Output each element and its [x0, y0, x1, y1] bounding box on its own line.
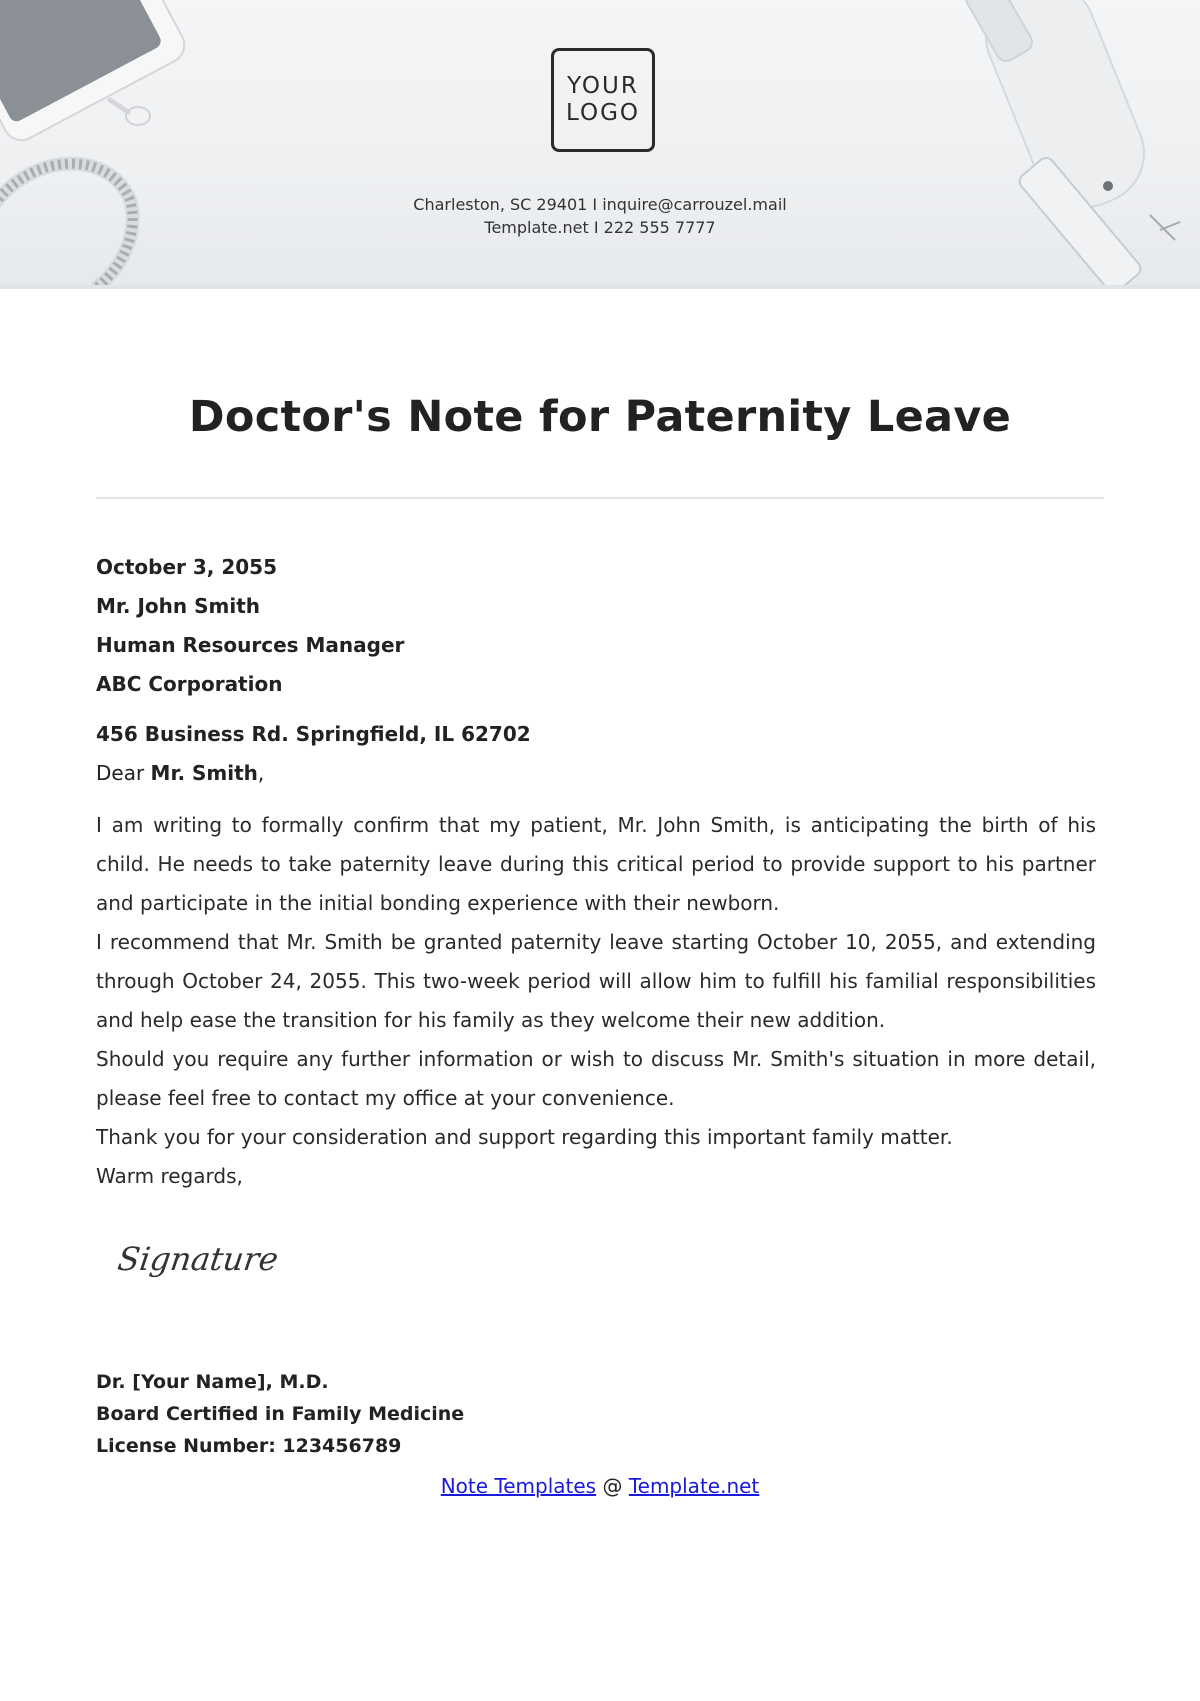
recipient-address: 456 Business Rd. Springfield, IL 62702: [96, 722, 531, 746]
footer-separator: @: [596, 1474, 629, 1498]
document-title: Doctor's Note for Paternity Leave: [188, 392, 1012, 442]
body-paragraph-2: I recommend that Mr. Smith be granted paternity leave starting October 10, 2055, and extending through October 24, 2055. This two-week period will allow him to fulfill his familial responsibilities and help ease the transition for his family as they welcome their new addition.: [96, 930, 1096, 1032]
recipient-title: Human Resources Manager: [96, 633, 405, 657]
title-divider: [96, 497, 1104, 499]
syringe-icon: [963, 0, 1180, 289]
template-net-link[interactable]: Template.net: [628, 1474, 760, 1498]
body-paragraph-1: I am writing to formally confirm that my patient, Mr. John Smith, is anticipating the birth of his child. He needs to take paternity leave during this critical period to provide support to his partner and participate in the initial bonding experience with their newborn.: [96, 813, 1096, 915]
body-paragraph-3: Should you require any further information or wish to discuss Mr. Smith's situation in more detail, please feel free to contact my office at your convenience.: [96, 1047, 1096, 1110]
salutation-prefix: Dear: [96, 761, 151, 785]
recipient-name: Mr. John Smith: [96, 594, 260, 618]
earbud-icon: [110, 100, 150, 125]
salutation: [96, 761, 1096, 785]
signer-block: [96, 1366, 464, 1462]
recipient-company: ABC Corporation: [96, 672, 283, 696]
company-logo: [551, 48, 655, 152]
salutation-name: Mr. Smith: [150, 761, 258, 785]
contact-address-email: Charleston, SC 29401 I inquire@carrouzel.mail: [413, 195, 787, 214]
logo-text-line-2: LOGO: [565, 100, 641, 126]
signer-credential: Board Certified in Family Medicine: [96, 1403, 465, 1425]
letter-date: October 3, 2055: [96, 555, 278, 579]
tablet-icon: [0, 0, 191, 146]
body-paragraph-4: Thank you for your consideration and support regarding this important family matter.: [96, 1125, 953, 1149]
note-templates-link[interactable]: Note Templates: [440, 1474, 597, 1498]
letterhead-banner: [0, 0, 1200, 289]
closing: Warm regards,: [96, 1164, 243, 1188]
letter-body: [96, 806, 1096, 1196]
logo-text-line-1: YOUR: [567, 73, 639, 99]
signature: Signature: [115, 1240, 281, 1278]
footer-attribution: [0, 1474, 1200, 1498]
contact-website-phone: Template.net I 222 555 7777: [484, 218, 716, 237]
signer-license: License Number: 123456789: [96, 1435, 402, 1457]
salutation-suffix: ,: [257, 761, 265, 785]
signer-name: Dr. [Your Name], M.D.: [96, 1371, 329, 1393]
